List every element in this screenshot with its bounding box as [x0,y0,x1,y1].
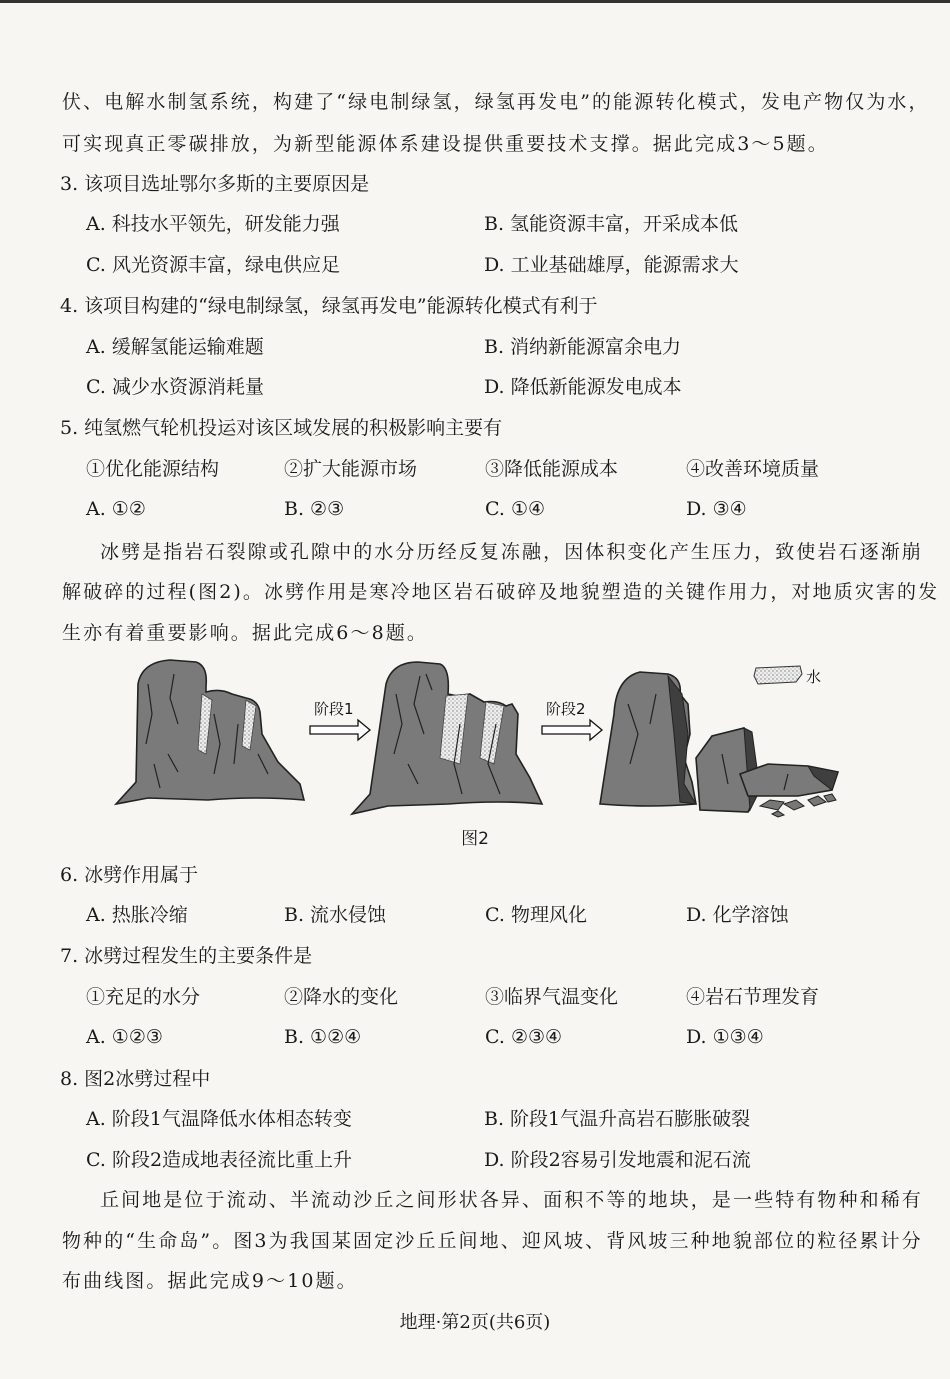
arrow-stage-2 [542,720,602,740]
q7-stem: 7. 冰劈过程发生的主要条件是 [60,945,313,967]
rock-stage-1 [352,662,542,814]
q3-option-c[interactable]: C. 风光资源丰富，绿电供应足 [86,254,340,276]
q7-item-3: ③临界气温变化 [485,986,619,1008]
q4-stem: 4. 该项目构建的“绿电制绿氢，绿氢再发电”能源转化模式有利于 [60,295,598,317]
q6-option-d[interactable]: D. 化学溶蚀 [686,904,789,926]
q4-option-d[interactable]: D. 降低新能源发电成本 [484,376,682,398]
intro-line-2: 可实现真正零碳排放，为新型能源体系建设提供重要技术支撑。据此完成3～5题。 [62,133,829,155]
frost-wedging-figure [108,654,842,834]
q8-stem: 8. 图2冰劈过程中 [60,1068,211,1090]
stage-1-label: 阶段1 [314,700,354,718]
frost-line-1: 冰劈是指岩石裂隙或孔隙中的水分历经反复冻融，因体积变化产生压力，致使岩石逐渐崩 [100,541,923,563]
frost-line-3: 生亦有着重要影响。据此完成6～8题。 [62,622,428,644]
q6-option-b[interactable]: B. 流水侵蚀 [284,904,387,926]
dune-line-1: 丘间地是位于流动、半流动沙丘之间形状各异、面积不等的地块，是一些特有物种和稀有 [100,1189,923,1211]
rock-initial [116,660,304,804]
dune-line-3: 布曲线图。据此完成9～10题。 [62,1270,358,1292]
arrow-stage-1 [310,720,370,740]
q4-option-c[interactable]: C. 减少水资源消耗量 [86,376,264,398]
q8-option-d[interactable]: D. 阶段2容易引发地震和泥石流 [484,1149,751,1171]
q7-item-4: ④岩石节理发育 [686,986,820,1008]
stage-2-label: 阶段2 [546,700,586,718]
q5-option-c[interactable]: C. ①④ [485,498,546,520]
dune-line-2: 物种的“生命岛”。图3为我国某固定沙丘丘间地、迎风坡、背风坡三种地貌部位的粒径累计分 [62,1230,923,1252]
q4-option-b[interactable]: B. 消纳新能源富余电力 [484,336,682,358]
q7-item-2: ②降水的变化 [284,986,399,1008]
q6-option-a[interactable]: A. 热胀冷缩 [86,904,188,926]
q7-option-b[interactable]: B. ①②④ [284,1026,362,1048]
q3-stem: 3. 该项目选址鄂尔多斯的主要原因是 [60,173,370,195]
figure-caption: 图2 [461,829,489,849]
q5-stem: 5. 纯氢燃气轮机投运对该区域发展的积极影响主要有 [60,417,503,439]
q5-item-1: ①优化能源结构 [86,458,220,480]
q5-item-4: ④改善环境质量 [686,458,820,480]
q3-option-a[interactable]: A. 科技水平领先，研发能力强 [86,213,340,235]
q7-option-a[interactable]: A. ①②③ [86,1026,163,1048]
intro-line-1: 伏、电解水制氢系统，构建了“绿电制绿氢，绿氢再发电”的能源转化模式，发电产物仅为水， [62,91,930,113]
q5-item-2: ②扩大能源市场 [284,458,418,480]
q5-option-d[interactable]: D. ③④ [686,498,747,520]
q7-option-d[interactable]: D. ①③④ [686,1026,764,1048]
q8-option-b[interactable]: B. 阶段1气温升高岩石膨胀破裂 [484,1108,751,1130]
q5-item-3: ③降低能源成本 [485,458,619,480]
q8-option-a[interactable]: A. 阶段1气温降低水体相态转变 [86,1108,352,1130]
page-footer: 地理·第2页(共6页) [399,1312,551,1333]
q8-option-c[interactable]: C. 阶段2造成地表径流比重上升 [86,1149,353,1171]
q4-option-a[interactable]: A. 缓解氢能运输难题 [86,336,264,358]
frost-line-2: 解破碎的过程(图2)。冰劈作用是寒冷地区岩石破碎及地貌塑造的关键作用力，对地质灾害的发 [62,581,940,603]
q3-option-b[interactable]: B. 氢能资源丰富，开采成本低 [484,213,739,235]
q3-option-d[interactable]: D. 工业基础雄厚，能源需求大 [484,254,739,276]
q5-option-b[interactable]: B. ②③ [284,498,345,520]
top-border [0,0,950,3]
q7-option-c[interactable]: C. ②③④ [485,1026,563,1048]
q6-stem: 6. 冰劈作用属于 [60,864,199,886]
q7-item-1: ①充足的水分 [86,986,201,1008]
q6-option-c[interactable]: C. 物理风化 [485,904,587,926]
legend-water-swatch [754,666,802,684]
q5-option-a[interactable]: A. ①② [86,498,146,520]
rock-stage-2 [600,672,838,817]
legend-water-label: 水 [806,668,822,686]
